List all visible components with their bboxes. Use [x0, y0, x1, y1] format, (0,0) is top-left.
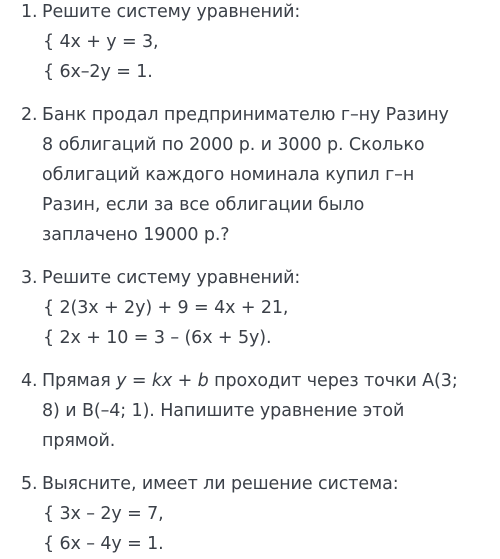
problem-text-line: 8 облигаций по 2000 р. и 3000 р. Сколько	[42, 135, 425, 155]
line-formula: y = kx + b	[116, 371, 209, 391]
problem-number: 3.	[21, 268, 38, 288]
equation-line: { 6x – 4y = 1.	[43, 534, 164, 554]
problem-text-line: Банк продал предпринимателю г–ну Разину	[42, 105, 449, 125]
problem-text-line: Выясните, имеет ли решение система:	[42, 474, 399, 494]
problem-number: 4.	[21, 371, 38, 391]
equation-line: { 4x + y = 3,	[43, 32, 159, 52]
problem-text-line: Решите систему уравнений:	[42, 2, 301, 22]
problem-3	[0, 263, 500, 353]
problem-text-line	[42, 366, 500, 396]
problem-text-line: облигаций каждого номинала купил г–н	[42, 165, 415, 185]
problem-number: 2.	[21, 105, 38, 125]
problem-text-line: заплачено 19000 р.?	[42, 225, 230, 245]
problem-text-line: прямой.	[42, 431, 116, 451]
equation-line: { 3x – 2y = 7,	[43, 504, 164, 524]
text-prefix: Прямая	[42, 371, 117, 391]
problem-number: 1.	[21, 2, 38, 22]
text-suffix: проходит через точки А(3;	[208, 371, 458, 391]
problem-text-line: Решите систему уравнений:	[42, 268, 301, 288]
problem-text-line: 8) и В(–4; 1). Напишите уравнение этой	[42, 401, 405, 421]
problem-5	[0, 469, 500, 559]
equation-line: { 2(3x + 2y) + 9 = 4x + 21,	[43, 298, 289, 318]
problem-4	[0, 366, 500, 456]
problem-1	[0, 0, 500, 87]
problem-number: 5.	[21, 474, 38, 494]
equation-line: { 2x + 10 = 3 – (6x + 5y).	[43, 328, 272, 348]
equation-line: { 6x–2y = 1.	[43, 62, 153, 82]
problem-text-line: Разин, если за все облигации было	[42, 195, 365, 215]
problem-2	[0, 100, 500, 250]
